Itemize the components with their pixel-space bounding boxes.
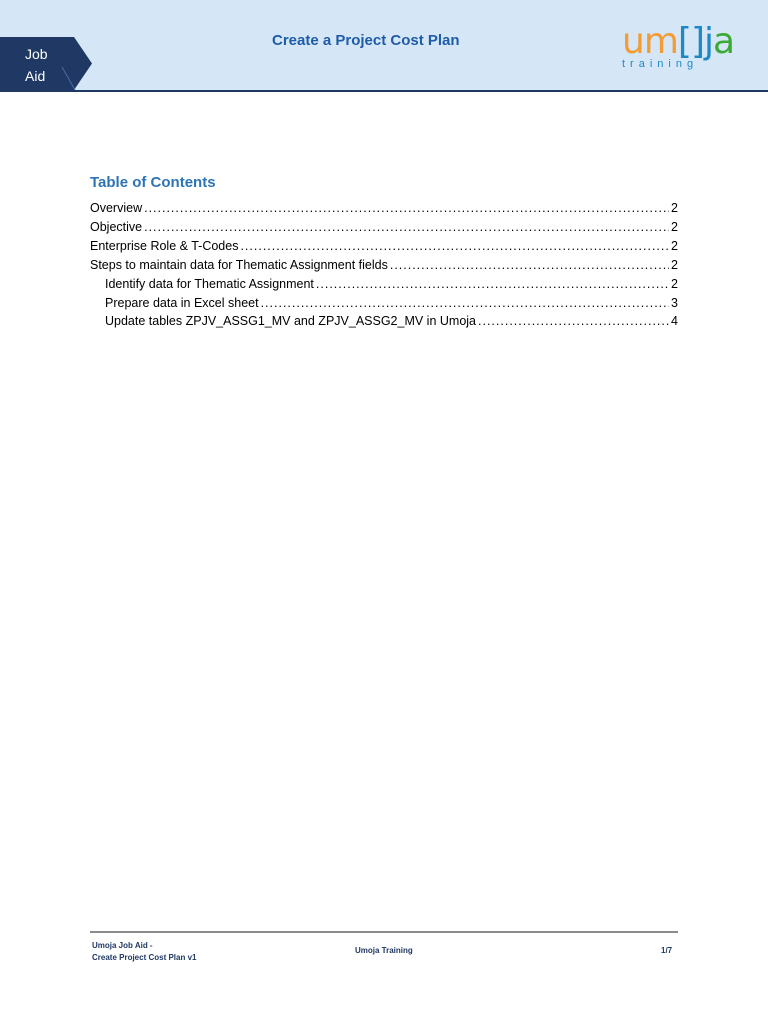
toc-entry-update-tables[interactable] (90, 312, 678, 331)
logo-wordmark (622, 22, 734, 62)
footer-left-line2: Create Project Cost Plan v1 (92, 953, 197, 962)
toc-dot-leader (144, 199, 669, 218)
toc-entry-page: 4 (671, 314, 678, 329)
footer-page-number: 1/7 (661, 946, 673, 955)
toc-entry-page: 2 (671, 276, 678, 291)
toc-entry-identify-data[interactable] (90, 275, 678, 294)
toc-entry-page: 2 (671, 238, 678, 253)
toc-entry-steps[interactable] (90, 256, 678, 275)
logo-subtitle: training (622, 58, 699, 70)
logo-letter-m: m (643, 21, 678, 62)
toc-entry-overview[interactable] (90, 199, 678, 218)
toc-entry-label: Objective (90, 219, 143, 234)
logo-letter-j: j (704, 21, 714, 62)
footer-document-name (92, 940, 196, 964)
logo-letter-u: u (622, 21, 644, 62)
tab-label (25, 43, 48, 87)
tab-label-line2: Aid (25, 68, 46, 84)
toc-entry-label: Enterprise Role & T-Codes (90, 238, 239, 253)
footer-divider (90, 931, 678, 933)
toc-entry-label: Prepare data in Excel sheet (105, 295, 259, 310)
toc-entry-page: 2 (671, 201, 678, 215)
toc-dot-leader (478, 312, 669, 331)
toc-entry-label: Identify data for Thematic Assignment (105, 276, 314, 291)
toc-entry-label: Steps to maintain data for Thematic Assignment fields (90, 257, 388, 272)
logo-bracket-icon: [] (677, 21, 704, 62)
table-of-contents (90, 174, 678, 331)
toc-dot-leader (261, 294, 669, 313)
logo-letter-a: a (713, 21, 735, 62)
page-header (0, 0, 768, 92)
toc-dot-leader (240, 237, 669, 256)
toc-entry-objective[interactable] (90, 218, 678, 237)
footer-left-line1: Umoja Job Aid - (92, 941, 153, 950)
toc-entry-prepare-data[interactable] (90, 294, 678, 313)
toc-entry-label: Overview (90, 201, 143, 215)
toc-entry-page: 3 (671, 295, 678, 310)
footer-center-text: Umoja Training (355, 946, 413, 955)
document-title: Create a Project Cost Plan (272, 32, 460, 49)
toc-entry-enterprise-role[interactable] (90, 237, 678, 256)
umoja-logo (622, 22, 742, 74)
tab-label-line1: Job (25, 46, 48, 62)
toc-dot-leader (390, 256, 669, 275)
job-aid-tab (0, 37, 92, 90)
toc-entry-page: 2 (671, 257, 678, 272)
toc-dot-leader (144, 218, 669, 237)
toc-heading: Table of Contents (90, 174, 216, 191)
toc-entry-label: Update tables ZPJV_ASSG1_MV and ZPJV_ASSG2_MV in Umoja (105, 314, 477, 329)
toc-dot-leader (316, 275, 669, 294)
toc-entry-page: 2 (671, 219, 678, 234)
toc-list (90, 199, 678, 331)
